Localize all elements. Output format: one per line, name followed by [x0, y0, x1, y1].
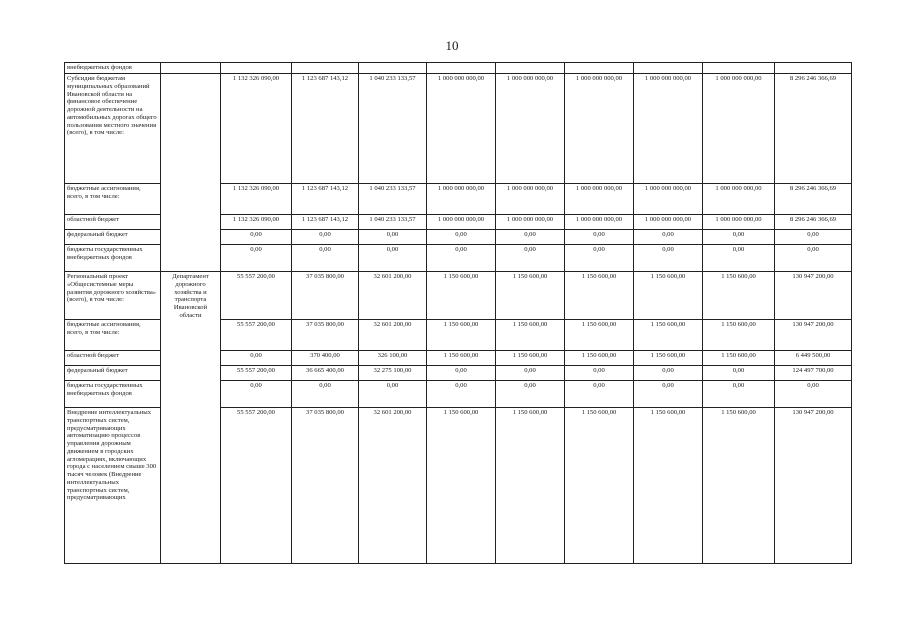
- row-label: Региональный проект «Общесистемные меры развития дорожного хозяйства» (всего), в том числе:: [65, 272, 161, 320]
- amount-cell: 37 035 800,00: [292, 272, 359, 320]
- amount-cell: 1 150 600,00: [565, 351, 634, 366]
- amount-cell: 0,00: [565, 245, 634, 272]
- amount-cell: 1 150 600,00: [703, 272, 775, 320]
- row-label: федеральный бюджет: [65, 366, 161, 381]
- amount-cell: 0,00: [703, 245, 775, 272]
- amount-cell: 0,00: [775, 381, 852, 408]
- row-label: областной бюджет: [65, 215, 161, 230]
- amount-cell: 0,00: [703, 381, 775, 408]
- amount-cell: 1 000 000 000,00: [634, 74, 703, 184]
- amount-cell: 55 557 200,00: [221, 272, 292, 320]
- amount-cell: 1 123 687 143,12: [292, 184, 359, 215]
- amount-cell: 326 100,00: [359, 351, 427, 366]
- amount-cell: 55 557 200,00: [221, 320, 292, 351]
- amount-cell: 130 947 200,00: [775, 408, 852, 564]
- amount-cell: 0,00: [359, 230, 427, 245]
- row-label: внебюджетных фондов: [65, 63, 161, 74]
- row-label: Внедрение интеллектуальных транспортных систем, предусматривающих автоматизацию процессов управления дорожным движением в городских агломерациях, включающих города с населением свыше 300 тысяч человек (Внедрение интеллектуальных транспортных систем, предусматривающих: [65, 408, 161, 564]
- amount-cell: 0,00: [703, 230, 775, 245]
- amount-cell: 0,00: [221, 245, 292, 272]
- amount-cell: 1 150 600,00: [634, 272, 703, 320]
- amount-cell: 1 150 600,00: [496, 408, 565, 564]
- page-number: 10: [445, 38, 459, 53]
- amount-cell: 0,00: [496, 366, 565, 381]
- amount-cell: 0,00: [775, 230, 852, 245]
- amount-cell: 0,00: [703, 366, 775, 381]
- amount-cell: 32 601 200,00: [359, 272, 427, 320]
- amount-cell: 1 150 600,00: [565, 320, 634, 351]
- amount-cell: 1 150 600,00: [634, 351, 703, 366]
- amount-cell: 1 000 000 000,00: [703, 215, 775, 230]
- amount-cell: 8 296 246 366,69: [775, 184, 852, 215]
- row-label: Субсидии бюджетам муниципальных образований Ивановской области на финансовое обеспечение дорожной деятельности на автомобильных дорогах общего пользования местного значения (всего), в том числе:: [65, 74, 161, 184]
- amount-cell: 1 150 600,00: [565, 272, 634, 320]
- amount-cell: 1 040 233 133,57: [359, 184, 427, 215]
- amount-cell: 37 035 800,00: [292, 408, 359, 564]
- amount-cell: 1 150 600,00: [427, 272, 496, 320]
- row-label: бюджеты государственных внебюджетных фондов: [65, 381, 161, 408]
- amount-cell: 1 132 326 090,00: [221, 74, 292, 184]
- amount-cell: 1 000 000 000,00: [565, 74, 634, 184]
- table-row: [65, 272, 852, 320]
- budget-table: [64, 62, 852, 564]
- amount-cell: 0,00: [634, 230, 703, 245]
- amount-cell: 37 035 800,00: [292, 320, 359, 351]
- department-cell-empty: [161, 74, 221, 272]
- amount-cell: 0,00: [634, 381, 703, 408]
- amount-cell: 0,00: [292, 230, 359, 245]
- amount-cell: 0,00: [427, 245, 496, 272]
- row-label: бюджетные ассигнования, всего, в том числе:: [65, 320, 161, 351]
- amount-cell: 1 000 000 000,00: [634, 215, 703, 230]
- amount-cell: 1 000 000 000,00: [427, 215, 496, 230]
- row-label: областной бюджет: [65, 351, 161, 366]
- department-name: Департамент дорожного хозяйства и транспорта Ивановской области: [172, 273, 209, 319]
- amount-cell: 0,00: [775, 245, 852, 272]
- amount-cell: 0,00: [496, 230, 565, 245]
- amount-cell: 8 296 246 366,69: [775, 74, 852, 184]
- amount-cell: 130 947 200,00: [775, 320, 852, 351]
- amount-cell: 0,00: [292, 381, 359, 408]
- amount-cell: 1 000 000 000,00: [565, 184, 634, 215]
- amount-cell: 0,00: [427, 230, 496, 245]
- amount-cell: 6 449 500,00: [775, 351, 852, 366]
- amount-cell: 0,00: [221, 381, 292, 408]
- amount-cell: 1 000 000 000,00: [427, 184, 496, 215]
- table-row: [65, 63, 852, 74]
- amount-cell: 0,00: [565, 366, 634, 381]
- amount-cell: 1 150 600,00: [427, 408, 496, 564]
- amount-cell: 1 150 600,00: [703, 320, 775, 351]
- table-row: [65, 74, 852, 184]
- amount-cell: 1 132 326 090,00: [221, 184, 292, 215]
- amount-cell: 32 275 100,00: [359, 366, 427, 381]
- department-cell: [161, 272, 221, 564]
- row-label: бюджетные ассигнования, всего, в том числе:: [65, 184, 161, 215]
- amount-cell: 32 601 200,00: [359, 408, 427, 564]
- amount-cell: 8 296 246 366,69: [775, 215, 852, 230]
- amount-cell: 0,00: [359, 381, 427, 408]
- amount-cell: 55 557 200,00: [221, 408, 292, 564]
- amount-cell: 1 000 000 000,00: [703, 74, 775, 184]
- amount-cell: 55 557 200,00: [221, 366, 292, 381]
- row-label: федеральный бюджет: [65, 230, 161, 245]
- amount-cell: 32 601 200,00: [359, 320, 427, 351]
- amount-cell: 130 947 200,00: [775, 272, 852, 320]
- amount-cell: 1 000 000 000,00: [496, 74, 565, 184]
- amount-cell: 1 150 600,00: [496, 320, 565, 351]
- amount-cell: 1 150 600,00: [565, 408, 634, 564]
- amount-cell: 1 150 600,00: [427, 320, 496, 351]
- amount-cell: 1 000 000 000,00: [565, 215, 634, 230]
- amount-cell: 1 150 600,00: [427, 351, 496, 366]
- amount-cell: 1 150 600,00: [496, 272, 565, 320]
- amount-cell: 1 123 687 143,12: [292, 74, 359, 184]
- amount-cell: 370 400,00: [292, 351, 359, 366]
- amount-cell: 0,00: [496, 381, 565, 408]
- amount-cell: 0,00: [634, 366, 703, 381]
- amount-cell: 1 150 600,00: [496, 351, 565, 366]
- amount-cell: 0,00: [565, 381, 634, 408]
- amount-cell: 0,00: [292, 245, 359, 272]
- amount-cell: 0,00: [634, 245, 703, 272]
- amount-cell: 0,00: [359, 245, 427, 272]
- amount-cell: 1 000 000 000,00: [496, 215, 565, 230]
- amount-cell: 0,00: [565, 230, 634, 245]
- amount-cell: 1 150 600,00: [703, 351, 775, 366]
- amount-cell: 1 150 600,00: [703, 408, 775, 564]
- amount-cell: 1 000 000 000,00: [427, 74, 496, 184]
- amount-cell: 1 000 000 000,00: [703, 184, 775, 215]
- amount-cell: 0,00: [221, 230, 292, 245]
- amount-cell: 0,00: [496, 245, 565, 272]
- amount-cell: 124 497 700,00: [775, 366, 852, 381]
- amount-cell: 1 150 600,00: [634, 320, 703, 351]
- amount-cell: 0,00: [427, 366, 496, 381]
- amount-cell: 1 132 326 090,00: [221, 215, 292, 230]
- amount-cell: 1 000 000 000,00: [634, 184, 703, 215]
- amount-cell: 1 150 600,00: [634, 408, 703, 564]
- row-label: бюджеты государственных внебюджетных фондов: [65, 245, 161, 272]
- amount-cell: 36 665 400,00: [292, 366, 359, 381]
- amount-cell: 1 000 000 000,00: [496, 184, 565, 215]
- amount-cell: 1 123 687 143,12: [292, 215, 359, 230]
- amount-cell: 1 040 233 133,57: [359, 74, 427, 184]
- amount-cell: 1 040 233 133,57: [359, 215, 427, 230]
- amount-cell: 0,00: [427, 381, 496, 408]
- amount-cell: 0,00: [221, 351, 292, 366]
